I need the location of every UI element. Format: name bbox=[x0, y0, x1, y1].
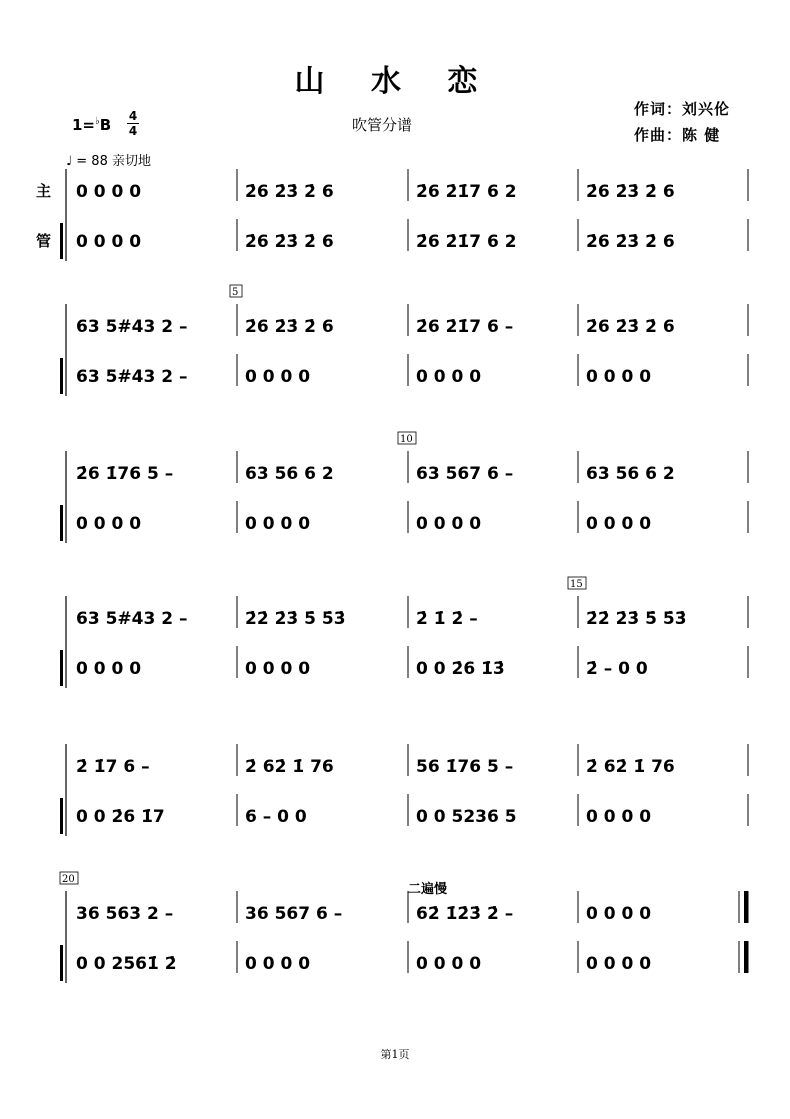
lyricist-credit: 作词：刘兴伦 bbox=[634, 100, 731, 118]
measure-notes: 2̇ 62̇ 1̇ 76 bbox=[245, 757, 334, 777]
measure-notes: 0 0 0 0 bbox=[245, 367, 311, 387]
measure-number: 5 bbox=[232, 287, 239, 298]
measure-notes: 0 0 0 0 bbox=[586, 807, 652, 827]
measure-notes: 2̇2̇ 2̇3̇ 5̇ 5̇3̇ bbox=[245, 609, 346, 629]
measure-notes: 2̇ 1̇ 2̇ – bbox=[416, 609, 478, 629]
accomp-bracket bbox=[60, 358, 63, 394]
measure-number: 15 bbox=[570, 579, 583, 590]
measure-notes: 0 0 0 0 bbox=[586, 904, 652, 924]
song-title: 山 水 恋 bbox=[294, 64, 496, 99]
measure-notes: 2̇6 2̇3̇ 2̇ 6 bbox=[245, 182, 334, 202]
measure-notes: 56 1̇76 5 – bbox=[416, 757, 514, 777]
measure-notes: 2̇6 2̇3̇ 2̇ 6 bbox=[245, 232, 334, 252]
measure-number: 10 bbox=[400, 434, 413, 445]
measure-notes: 0 0 2̇6 1̇3̇ bbox=[416, 659, 505, 679]
measure-notes: 2̇6 2̇3̇ 2̇ 6 bbox=[245, 317, 334, 337]
measure-notes: 0 0 0 0 bbox=[76, 659, 142, 679]
measure-notes: 6 – 0 0 bbox=[245, 807, 307, 827]
measure-notes: 63 5#43 2 – bbox=[76, 609, 188, 629]
measure-notes: 0 0 0 0 bbox=[416, 514, 482, 534]
measure-notes: 0 0 2̇6 1̇7 bbox=[76, 807, 165, 827]
measure-notes: 2̇6 2̇1̇7 6 2 bbox=[416, 182, 517, 202]
page-number: 第1页 bbox=[380, 1048, 410, 1061]
time-top: 4 bbox=[128, 109, 138, 123]
final-barline bbox=[744, 941, 748, 973]
measure-notes: 2̇ 62̇ 1̇ 76 bbox=[586, 757, 675, 777]
measure-notes: 0 0 0 0 bbox=[416, 954, 482, 974]
accomp-bracket bbox=[60, 798, 63, 834]
measure-notes: 2̇6 2̇3̇ 2̇ 6 bbox=[586, 317, 675, 337]
final-barline bbox=[744, 891, 748, 923]
flat-sign: ♭ bbox=[95, 116, 100, 127]
measure-notes: 0 0 0 0 bbox=[76, 182, 142, 202]
time-bottom: 4 bbox=[128, 124, 138, 138]
composer-credit: 作曲：陈 健 bbox=[634, 126, 721, 144]
accomp-bracket bbox=[60, 945, 63, 981]
measure-notes: 36 567 6 – bbox=[245, 904, 343, 924]
measure-notes: 0 0 0 0 bbox=[586, 514, 652, 534]
measure-notes: 63 56 6 2 bbox=[245, 464, 334, 484]
expression-mark: 亲切地 bbox=[112, 154, 152, 169]
key-label: 1= bbox=[72, 116, 96, 134]
measure-notes: 0 0 0 0 bbox=[76, 514, 142, 534]
measure-notes: 2̇6 2̇1̇7 6 2 bbox=[416, 232, 517, 252]
measure-notes: 63 5#43 2 – bbox=[76, 367, 188, 387]
measure-notes: 0 0 0 0 bbox=[245, 514, 311, 534]
measure-notes: 2̇6 2̇3̇ 2̇ 6 bbox=[586, 182, 675, 202]
measure-notes: 2̇6 2̇1̇7 6 – bbox=[416, 317, 514, 337]
measure-notes: 63 567 6 – bbox=[416, 464, 514, 484]
measure-notes: 62̇ 1̇2̇3̇ 2̇ – bbox=[416, 904, 514, 924]
quarter-note-icon: ♩ bbox=[66, 154, 73, 169]
measure-notes: 2̇ 1̇7 6 – bbox=[76, 757, 150, 777]
measure-notes: 36 563 2 – bbox=[76, 904, 174, 924]
measure-notes: 2̇6 1̇76 5 – bbox=[76, 464, 174, 484]
tempo-value: = 88 bbox=[76, 154, 108, 169]
measure-notes: 2̇6 2̇3̇ 2̇ 6 bbox=[586, 232, 675, 252]
part-label-accompany: 管 bbox=[36, 232, 52, 250]
key-note: B bbox=[99, 116, 112, 134]
measure-notes: 0 0 0 0 bbox=[245, 659, 311, 679]
score-subtitle: 吹管分谱 bbox=[352, 116, 413, 134]
measure-notes: 0 0 0 0 bbox=[416, 367, 482, 387]
measure-notes: 2̇2̇ 2̇3̇ 5̇ 5̇3̇ bbox=[586, 609, 687, 629]
accomp-bracket bbox=[60, 650, 63, 686]
part-label-main: 主 bbox=[36, 182, 52, 200]
measure-notes: 0 0 0 0 bbox=[586, 954, 652, 974]
measure-notes: 0 0 0 0 bbox=[586, 367, 652, 387]
measure-notes: 0 0 0 0 bbox=[245, 954, 311, 974]
measure-notes: 0 0 5236 5 bbox=[416, 807, 517, 827]
measure-notes: 63 5#43 2 – bbox=[76, 317, 188, 337]
measure-notes: 2̇ – 0 0 bbox=[586, 659, 648, 679]
measure-notes: 0 0 0 0 bbox=[76, 232, 142, 252]
accomp-bracket bbox=[60, 223, 63, 259]
measure-notes: 63 56 6 2 bbox=[586, 464, 675, 484]
measure-number: 20 bbox=[62, 874, 75, 885]
direction-mark: 二遍慢 bbox=[408, 882, 448, 897]
measure-notes: 0 0 2561̇ 2̇ bbox=[76, 954, 177, 974]
accomp-bracket bbox=[60, 505, 63, 541]
